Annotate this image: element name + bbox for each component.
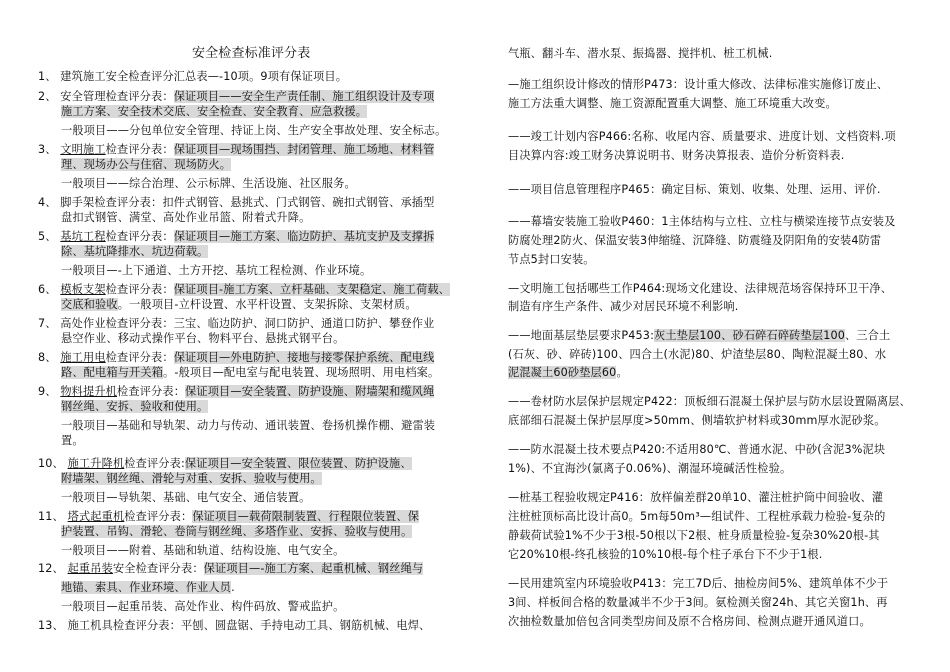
left-text-line	[38, 142, 434, 157]
text-run: 一般项目——分包单位安全管理、持证上岗、生产安全事故处理、安全标志。	[61, 124, 447, 137]
right-text-line	[508, 299, 738, 314]
text-run: 5、	[38, 230, 61, 243]
left-text-line	[61, 543, 344, 558]
highlighted-text: 护装置、吊钩、滑轮、卷筒与钢丝绳、多塔作业、安拆、验收与使用。	[61, 525, 413, 538]
text-run: 8、	[38, 351, 61, 364]
text-run: 施工方法重大调整、施工资源配置重大调整、施工环境重大改变。	[508, 97, 837, 110]
left-text-line	[38, 316, 434, 331]
highlighted-text: 交底和验收	[61, 298, 118, 311]
right-text-line	[508, 77, 888, 92]
text-run: 13、 施工机具检查评分表：平刨、圆盘锯、手持电动工具、钢筋机械、电焊、	[38, 619, 431, 632]
text-run: ——项目信息管理程序P465：确定目标、策划、收集、处理、运用、评价.	[508, 183, 881, 196]
left-text-line	[61, 433, 84, 448]
text-run: 检查评分表：	[105, 143, 174, 156]
highlighted-text: 地锚、索具、作业环境、作业人员	[61, 581, 232, 594]
text-run: 。-般项目—配电室与配电装置、现场照明、用电档案。	[163, 366, 440, 379]
right-text-line	[508, 148, 844, 163]
text-run: ——卷材防水层保护层规定P422：顶板细石混凝土保护层与防水层设置隔离层、	[508, 395, 911, 408]
left-text-line	[61, 104, 367, 119]
left-text-line	[61, 297, 417, 312]
underlined-text: 起重吊装	[67, 562, 113, 575]
right-text-line	[508, 413, 886, 428]
right-text-line	[508, 252, 595, 267]
text-run: —施工组织设计修改的情形P473：设计重大修改、法律标准实施修订废止、	[508, 78, 889, 91]
text-run: 检查评分表：	[105, 283, 174, 296]
text-run: .	[231, 581, 235, 594]
highlighted-text: 灰土垫层100、砂石碎石碎砖垫层100	[654, 329, 845, 342]
text-run: 4、 脚手架检查评分表：扣件式钢管、悬挑式、门式钢管、碗扣式钢管、承插型	[38, 196, 435, 209]
highlighted-text: 附墙架、钢丝绳、滑轮与对重、安拆、验收与使用。	[61, 472, 322, 485]
text-run: 3、	[38, 143, 61, 156]
highlighted-text: 保证项目——安全生产责任制、施工组织设计及专项	[173, 90, 435, 103]
underlined-text: 塔式起重机	[67, 510, 125, 523]
text-run: 置。	[61, 434, 84, 447]
left-text-line	[38, 561, 423, 576]
highlighted-text: 保证项目—载荷限制装置、行程限位装置、保	[192, 510, 420, 523]
left-text-line	[38, 89, 434, 104]
highlighted-text: 保证项目—现场围挡、封闭管理、施工场地、材料管	[173, 143, 435, 156]
highlighted-text: 保证项目—-施工方案、起重机械、钢丝绳与	[203, 562, 424, 575]
right-text-line	[508, 528, 880, 543]
left-text-line	[61, 580, 235, 595]
right-text-line	[508, 576, 888, 591]
text-run: —民用建筑室内环境验收P413：完工7D后、抽检房间5%、建筑单体不少于	[508, 577, 889, 590]
right-text-line	[508, 129, 896, 144]
left-text-line	[61, 263, 371, 278]
right-text-line	[508, 442, 885, 457]
text-run: 检查评分表：	[124, 510, 193, 523]
left-text-line	[61, 123, 446, 138]
underlined-text: 物料提升机	[60, 385, 118, 398]
text-run: —文明施工包括哪些工作P464:现场文化建设、法律规范场容保持环卫干净、	[508, 282, 893, 295]
text-run: 它20%10根-终孔核验的10%10根-每个柱子承台下不少于1根.	[508, 548, 823, 561]
text-run: 一般项目—起重吊装、高处作业、构件码放、警戒监护。	[61, 600, 345, 613]
left-text-line	[61, 210, 310, 225]
text-run: 1、 建筑施工安全检查评分汇总表—-10项。9项有保证项目。	[38, 70, 348, 83]
highlighted-text: 除、基坑降排水、坑边荷载。	[61, 245, 209, 258]
text-run: 10、	[38, 457, 68, 470]
underlined-text: 文明施工	[60, 143, 106, 156]
highlighted-text: 钢丝绳、安拆、验收和使用。	[61, 400, 209, 413]
left-text-line	[61, 490, 310, 505]
right-text-line	[508, 461, 791, 476]
right-text-line	[508, 214, 895, 229]
text-run: 6、	[38, 283, 61, 296]
left-text-line	[38, 509, 419, 524]
text-run: 。一般项目-立杆设置、水平杆设置、支架拆除、支架材质。	[117, 298, 417, 311]
highlighted-text: 泥混凝土60砂垫层60	[508, 366, 617, 379]
text-run: 、三合土	[845, 329, 891, 342]
left-text-line	[38, 229, 434, 244]
left-text-line	[38, 69, 347, 84]
text-run: 次抽检数量加倍包含同类型房间及原不合格房间、检测点避开通风道口。	[508, 615, 871, 628]
text-run: 7、 高处作业检查评分表：三宝、临边防护、洞口防护、通道口防护、攀登作业	[38, 317, 435, 330]
underlined-text: 模板支架	[60, 283, 106, 296]
right-text-line	[508, 182, 881, 197]
text-run: ——地面基层垫层要求P453:	[508, 329, 654, 342]
left-text-line	[61, 418, 435, 433]
left-text-line	[38, 195, 434, 210]
text-run: 一般项目——综合治理、公示标牌、生活设施、社区服务。	[61, 177, 356, 190]
right-text-line	[508, 328, 890, 343]
left-text-line	[38, 282, 450, 297]
text-run: ——竣工计划内容P466:名称、收尾内容、质量要求、进度计划、文档资料.项	[508, 130, 896, 143]
text-run: 检查评分表：	[117, 385, 186, 398]
text-run: 底部细石混凝土保护层厚度>50mm、侧墙软护材料或30mm厚水泥砂浆。	[508, 414, 886, 427]
text-run: 1%)、不宜海沙(氯离子0.06%)、潮湿环境碱活性检验。	[508, 462, 792, 475]
left-text-line	[61, 331, 344, 346]
left-text-line	[61, 244, 208, 259]
left-text-line	[61, 524, 412, 539]
highlighted-text: 保证项目—安全装置、限位装置、防护设施、	[184, 457, 412, 470]
highlighted-text: 保证项目—施工方案、临边防护、基坑支护及支撑拆	[173, 230, 435, 243]
left-text-line	[61, 157, 231, 172]
right-text-line	[508, 509, 885, 524]
underlined-text: 施工升降机	[67, 457, 125, 470]
text-run: 目决算内容:竣工财务决算说明书、财务决算报表、造价分析资料表.	[508, 149, 845, 162]
text-run: (石灰、砂、碎砖)100、四合土(水泥)80、炉渣垫层80、陶粒混凝土80、水	[508, 348, 887, 361]
highlighted-text: 施工方案、安全技术交底、安全检查、安全教育、应急救援。	[61, 105, 368, 118]
right-text-line	[508, 347, 886, 362]
text-run: ——防水混凝土技术要点P420:不适用80℃、普通水泥、中砂(含泥3%泥块	[508, 443, 886, 456]
text-run: 一般项目—导轨架、基础、电气安全、通信装置。	[61, 491, 311, 504]
highlighted-text: 路、配电箱与开关箱	[61, 366, 164, 379]
right-text-line	[508, 96, 837, 111]
text-run: 防腐处理2防火、保温安装3伸缩缝、沉降缝、防震缝及阴阳角的安装4防雷	[508, 234, 882, 247]
text-run: ——幕墙安装施工验收P460：1主体结构与立柱、立柱与横梁连接节点安装及	[508, 215, 896, 228]
highlighted-text: 保证项目—安全装置、防护设施、附墙架和缆风绳	[185, 385, 435, 398]
highlighted-text: 保证项目-施工方案、立杆基础、支架稳定、施工荷载、	[173, 283, 450, 296]
right-text-line	[508, 233, 881, 248]
text-run: 检查评分表:	[124, 457, 185, 470]
text-run: 3间、样板间合格的数量减半不少于3间。氨检测关窗24h、其它关窗1h、再	[508, 596, 888, 609]
left-text-line	[61, 599, 344, 614]
highlighted-text: 理、现场办公与住宿、现场防火。	[61, 158, 232, 171]
highlighted-text: 保证项目—外电防护、接地与接零保护系统、配电线	[173, 351, 435, 364]
right-text-line	[508, 46, 772, 61]
text-run: 。	[616, 366, 628, 379]
left-text-line	[38, 456, 412, 471]
left-text-line	[38, 618, 430, 633]
text-run: 注桩桩顶标高比设计高0。5m每50m³—组试件、工程桩承载力检验-复杂的	[508, 510, 886, 523]
right-text-line	[508, 490, 883, 505]
text-run: 一般项目—基础和导轨架、动力与传动、通讯装置、卷扬机操作棚、避雷装	[61, 419, 436, 432]
left-text-line	[61, 471, 322, 486]
doc-title: 安全检查标准评分表	[192, 46, 311, 61]
text-run: 2、 安全管理检查评分表：	[38, 90, 174, 103]
text-run: 11、	[38, 510, 68, 523]
text-run: 一般项目—-上下通道、土方开挖、基坑工程检测、作业环境。	[61, 264, 372, 277]
left-text-line	[38, 384, 434, 399]
right-text-line	[508, 547, 822, 562]
text-run: 安全检查评分表：	[112, 562, 204, 575]
text-run: 检查评分表：	[105, 230, 174, 243]
text-run: 制造有序生产条件、减少对居民环境不利影响.	[508, 300, 739, 313]
text-run: 气瓶、翻斗车、潜水泵、振捣器、搅拌机、桩工机械.	[508, 47, 773, 60]
right-text-line	[508, 595, 888, 610]
right-text-line	[508, 281, 892, 296]
text-run: 12、	[38, 562, 68, 575]
text-run: 9、	[38, 385, 61, 398]
right-text-line	[508, 365, 628, 380]
text-run: 静载荷试验1%不少于3根-50根以下2根、桩身质量检验-复杂30%20根-其	[508, 529, 880, 542]
right-text-line	[508, 394, 911, 409]
text-run: 检查评分表：	[105, 351, 174, 364]
text-run: 盘扣式钢管、满堂、高处作业吊篮、附着式升降。	[61, 211, 311, 224]
underlined-text: 基坑工程	[60, 230, 106, 243]
left-text-line	[61, 176, 356, 191]
text-run: 节点5封口安装。	[508, 253, 595, 266]
underlined-text: 施工用电	[60, 351, 106, 364]
text-run: 悬空作业、移动式操作平台、物料平台、悬挑式钢平台。	[61, 332, 345, 345]
left-text-line	[61, 399, 208, 414]
text-run: —桩基工程验收规定P416：放样偏差群20单10、灌注桩护筒中间验收、灌	[508, 491, 884, 504]
left-text-line	[38, 350, 434, 365]
text-run: 一般项目——附着、基础和轨道、结构设施、电气安全。	[61, 544, 345, 557]
right-text-line	[508, 614, 871, 629]
left-text-line	[61, 365, 439, 380]
